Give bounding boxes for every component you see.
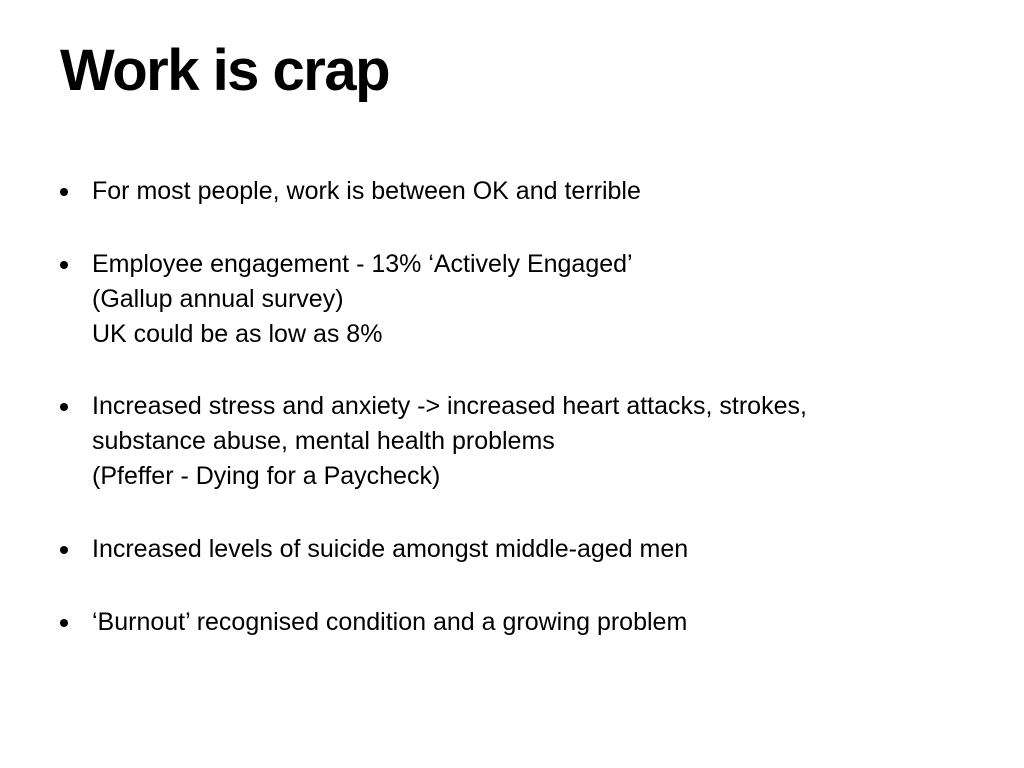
- bullet-dot-icon: [60, 403, 68, 411]
- slide-title: Work is crap: [60, 38, 390, 103]
- bullet-dot-icon: [60, 188, 68, 196]
- bullet-line: Increased levels of suicide amongst middle-aged men: [92, 535, 689, 563]
- bullet-line: ‘Burnout’ recognised condition and a growing problem: [92, 608, 688, 636]
- bullet-line: Employee engagement - 13% ‘Actively Engaged’: [92, 250, 633, 278]
- bullet-dot-icon: [60, 546, 68, 554]
- bullet-line: substance abuse, mental health problems: [92, 427, 555, 455]
- bullet-list: [60, 174, 980, 678]
- bullet-line: (Pfeffer - Dying for a Paycheck): [92, 462, 441, 490]
- bullet-line: UK could be as low as 8%: [92, 320, 383, 348]
- bullet-line: (Gallup annual survey): [92, 285, 344, 313]
- bullet-item-stress-anxiety: [60, 389, 980, 494]
- bullet-item-burnout: [60, 605, 980, 640]
- bullet-line: For most people, work is between OK and terrible: [92, 177, 641, 205]
- bullet-item-suicide-levels: [60, 532, 980, 567]
- bullet-dot-icon: [60, 619, 68, 627]
- bullet-item-employee-engagement: [60, 247, 980, 352]
- bullet-dot-icon: [60, 261, 68, 269]
- bullet-line: Increased stress and anxiety -> increased heart attacks, strokes,: [92, 392, 807, 420]
- bullet-item-work-quality: [60, 174, 980, 209]
